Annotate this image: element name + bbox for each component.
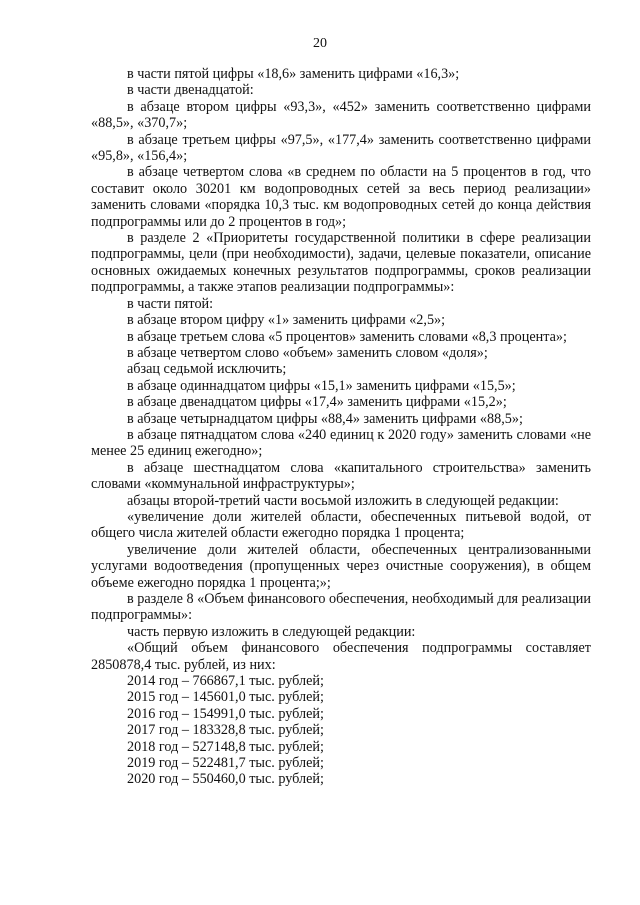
document-body — [91, 66, 591, 788]
paragraph: абзацы второй-третий части восьмой изложить в следующей редакции: — [127, 492, 559, 509]
paragraph: в абзаце двенадцатом цифры «17,4» заменить цифрами «15,2»; — [127, 394, 507, 411]
paragraph: в части двенадцатой: — [127, 82, 254, 99]
paragraph: в части пятой: — [127, 295, 214, 312]
paragraph: в абзаце шестнадцатом слова «капитального строительства» заменить словами «коммунальной инфраструктуры»; — [91, 459, 591, 493]
paragraph: в абзаце четвертом слова «в среднем по области на 5 процентов в год, что составит около 30201 км водопроводных сетей за весь период реализации» заменить словами «порядка 10,3 тыс. км водопроводных сетей до конца действия подпрограммы или до 2 процентов в год»; — [91, 164, 591, 230]
paragraph: «увеличение доли жителей области, обеспеченных питьевой водой, от общего числа жителей области ежегодно порядка 1 процента; — [91, 508, 591, 542]
funding-year-line: 2019 год – 522481,7 тыс. рублей; — [127, 755, 324, 772]
page-number: 20 — [313, 36, 327, 51]
paragraph: в абзаце четырнадцатом цифры «88,4» заменить цифрами «88,5»; — [127, 410, 523, 427]
funding-year-line: 2014 год – 766867,1 тыс. рублей; — [127, 673, 324, 690]
paragraph: в абзаце втором цифру «1» заменить цифрами «2,5»; — [127, 312, 446, 329]
paragraph: в разделе 8 «Объем финансового обеспечения, необходимый для реализации подпрограммы»: — [91, 591, 591, 624]
paragraph: абзац седьмой исключить; — [127, 361, 287, 378]
funding-year-line: 2018 год – 527148,8 тыс. рублей; — [127, 738, 324, 755]
paragraph: увеличение доли жителей области, обеспеченных централизованными услугами водоотведения (пропущенных через очистные сооружения), в общем объеме ежегодно порядка 1 процента;»; — [91, 541, 591, 591]
funding-year-line: 2017 год – 183328,8 тыс. рублей; — [127, 722, 324, 739]
paragraph: в части пятой цифры «18,6» заменить цифрами «16,3»; — [127, 66, 460, 82]
paragraph: часть первую изложить в следующей редакции: — [127, 623, 416, 640]
paragraph: в абзаце одиннадцатом цифры «15,1» заменить цифрами «15,5»; — [127, 377, 516, 394]
paragraph: в абзаце втором цифры «93,3», «452» заменить соответственно цифрами «88,5», «370,7»; — [91, 98, 591, 132]
paragraph: в абзаце пятнадцатом слова «240 единиц к 2020 году» заменить словами «не менее 25 единиц ежегодно»; — [91, 426, 591, 460]
paragraph: в абзаце третьем цифры «97,5», «177,4» заменить соответственно цифрами «95,8», «156,4»; — [91, 131, 591, 165]
funding-year-line: 2020 год – 550460,0 тыс. рублей; — [127, 771, 324, 788]
funding-year-line: 2016 год – 154991,0 тыс. рублей; — [127, 705, 324, 722]
paragraph: в абзаце третьем слова «5 процентов» заменить словами «8,3 процента»; — [127, 328, 567, 345]
paragraph: «Общий объем финансового обеспечения подпрограммы составляет 2850878,4 тыс. рублей, из них: — [91, 640, 591, 673]
paragraph: в разделе 2 «Приоритеты государственной политики в сфере реализации подпрограммы, цели (при необходимости), задачи, целевые показатели, описание основных ожидаемых конечных результатов подпрограммы, сроков реализации подпрограммы, а также этапов реализации подпрограммы»: — [91, 230, 591, 296]
paragraph: в абзаце четвертом слово «объем» заменить словом «доля»; — [127, 344, 488, 361]
funding-year-line: 2015 год – 145601,0 тыс. рублей; — [127, 689, 324, 706]
